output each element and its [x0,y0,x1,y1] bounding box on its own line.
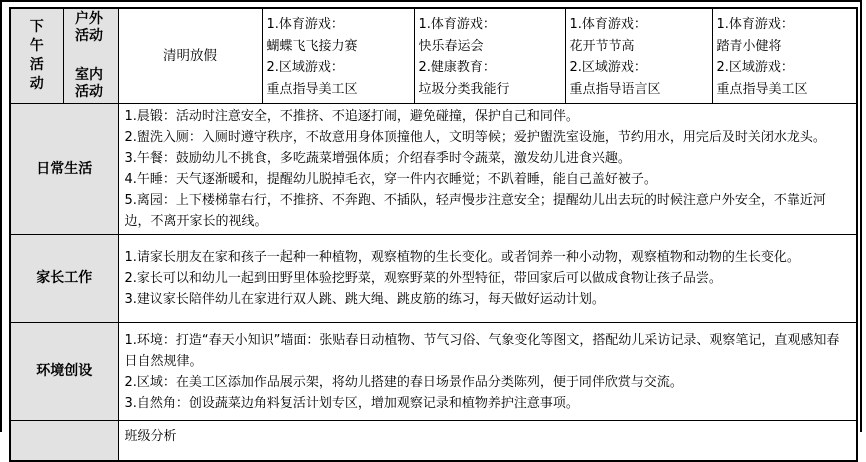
text-line: 2.区域游戏： [569,60,647,75]
text-line: 花开节节高 [569,38,635,54]
afternoon-label: 下午活动 [29,19,44,92]
text-line: 重点指导美工区 [266,81,358,97]
list-item: 5.离园：上下楼梯靠右行，不推挤、不奔跑、不插队，轻声慢步注意安全；提醒幼儿出去玩的时候注意户外安全，不靠近河边，不离开家长的视线。 [124,193,826,229]
list-item: 2.区域：在美工区添加作品展示架，将幼儿搭建的春日场景作品分类陈列，便于同伴欣赏与交流。 [124,374,683,390]
parent-work-row [10,235,857,323]
weekly-plan-table [9,7,858,462]
text-line: 重点指导美工区 [716,81,808,97]
environment-content [118,323,857,421]
text-line: 垃圾分类我能行 [418,81,510,97]
environment-row [10,323,857,421]
list-item: 班级分析 [124,429,177,444]
row-header-label: 日常生活 [36,160,93,177]
daily-life-content [118,104,857,235]
cell-holiday [118,8,262,104]
label-gap [68,45,114,67]
parent-work-content [118,235,857,323]
partial-row-content [118,421,857,461]
list-item: 3.建议家长陪伴幼儿在家进行双人跳、跳大绳、跳皮筋的练习，每天做好运动计划。 [124,292,605,307]
list-item: 3.自然角：创设蔬菜边角料复活计划专区，增加观察记录和植物养护注意事项。 [124,395,579,411]
list-item: 4.午睡：天气逐渐暖和，提醒幼儿脱掉毛衣，穿一件内衣睡觉；不趴着睡，能自己盖好被子。 [124,172,657,187]
cell-afternoon-label [10,8,63,104]
daily-life-row [10,104,857,235]
text-line: 蝴蝶飞飞接力赛 [266,38,358,54]
text-line: 1.体育游戏： [266,17,344,32]
text-line: 重点指导语言区 [569,81,661,97]
day-cell-1 [262,8,414,104]
row-header-label: 环境创设 [36,363,93,379]
text-line: 2.健康教育： [418,60,496,75]
holiday-text: 清明放假 [163,47,217,64]
indoor-label: 室内活动 [75,67,103,100]
afternoon-activities-row [10,8,857,104]
day-cell-4 [712,8,857,104]
row-header-environment [10,323,118,421]
text-line: 快乐春运会 [418,38,484,54]
text-line: 2.区域游戏： [266,60,344,75]
text-line: 踏青小健将 [716,38,782,54]
row-header-partial [10,421,118,461]
text-line: 1.体育游戏： [418,17,496,32]
day-cell-3 [565,8,712,104]
row-header-parent-work [10,235,118,323]
row-header-daily-life [10,104,118,235]
cell-outdoor-indoor [63,8,118,104]
list-item: 1.请家长朋友在家和孩子一起种一种植物，观察植物的生长变化。或者饲养一种小动物，观察植物和动物的生长变化。 [124,250,800,265]
text-line: 1.体育游戏： [569,17,647,32]
day-cell-2 [414,8,565,104]
list-item: 1.晨锻：活动时注意安全，不推挤、不追逐打闹，避免碰撞，保护自己和同伴。 [124,109,579,124]
outdoor-label: 户外活动 [75,11,103,44]
row-header-label: 家长工作 [36,270,93,286]
list-item: 3.午餐：鼓励幼儿不挑食，多吃蔬菜增强体质；介绍春季时令蔬菜，激发幼儿进食兴趣。 [124,151,631,166]
list-item: 2.家长可以和幼儿一起到田野里体验挖野菜，观察野菜的外型特征，带回家后可以做成食物让孩子品尝。 [124,271,722,286]
partial-bottom-row [10,421,857,461]
text-line: 1.体育游戏： [716,17,794,32]
text-line: 2.区域游戏： [716,60,794,75]
list-item: 2.盥洗入厕：入厕时遵守秩序，不故意用身体顶撞他人，文明等候；爱护盥洗室设施，节约用水，用完后及时关闭水龙头。 [124,130,826,145]
list-item: 1.环境：打造“春天小知识”墙面：张贴春日动植物、节气习俗、气象变化等图文，搭配幼儿采访记录、观察笔记，直观感知春日自然规律。 [124,332,840,369]
